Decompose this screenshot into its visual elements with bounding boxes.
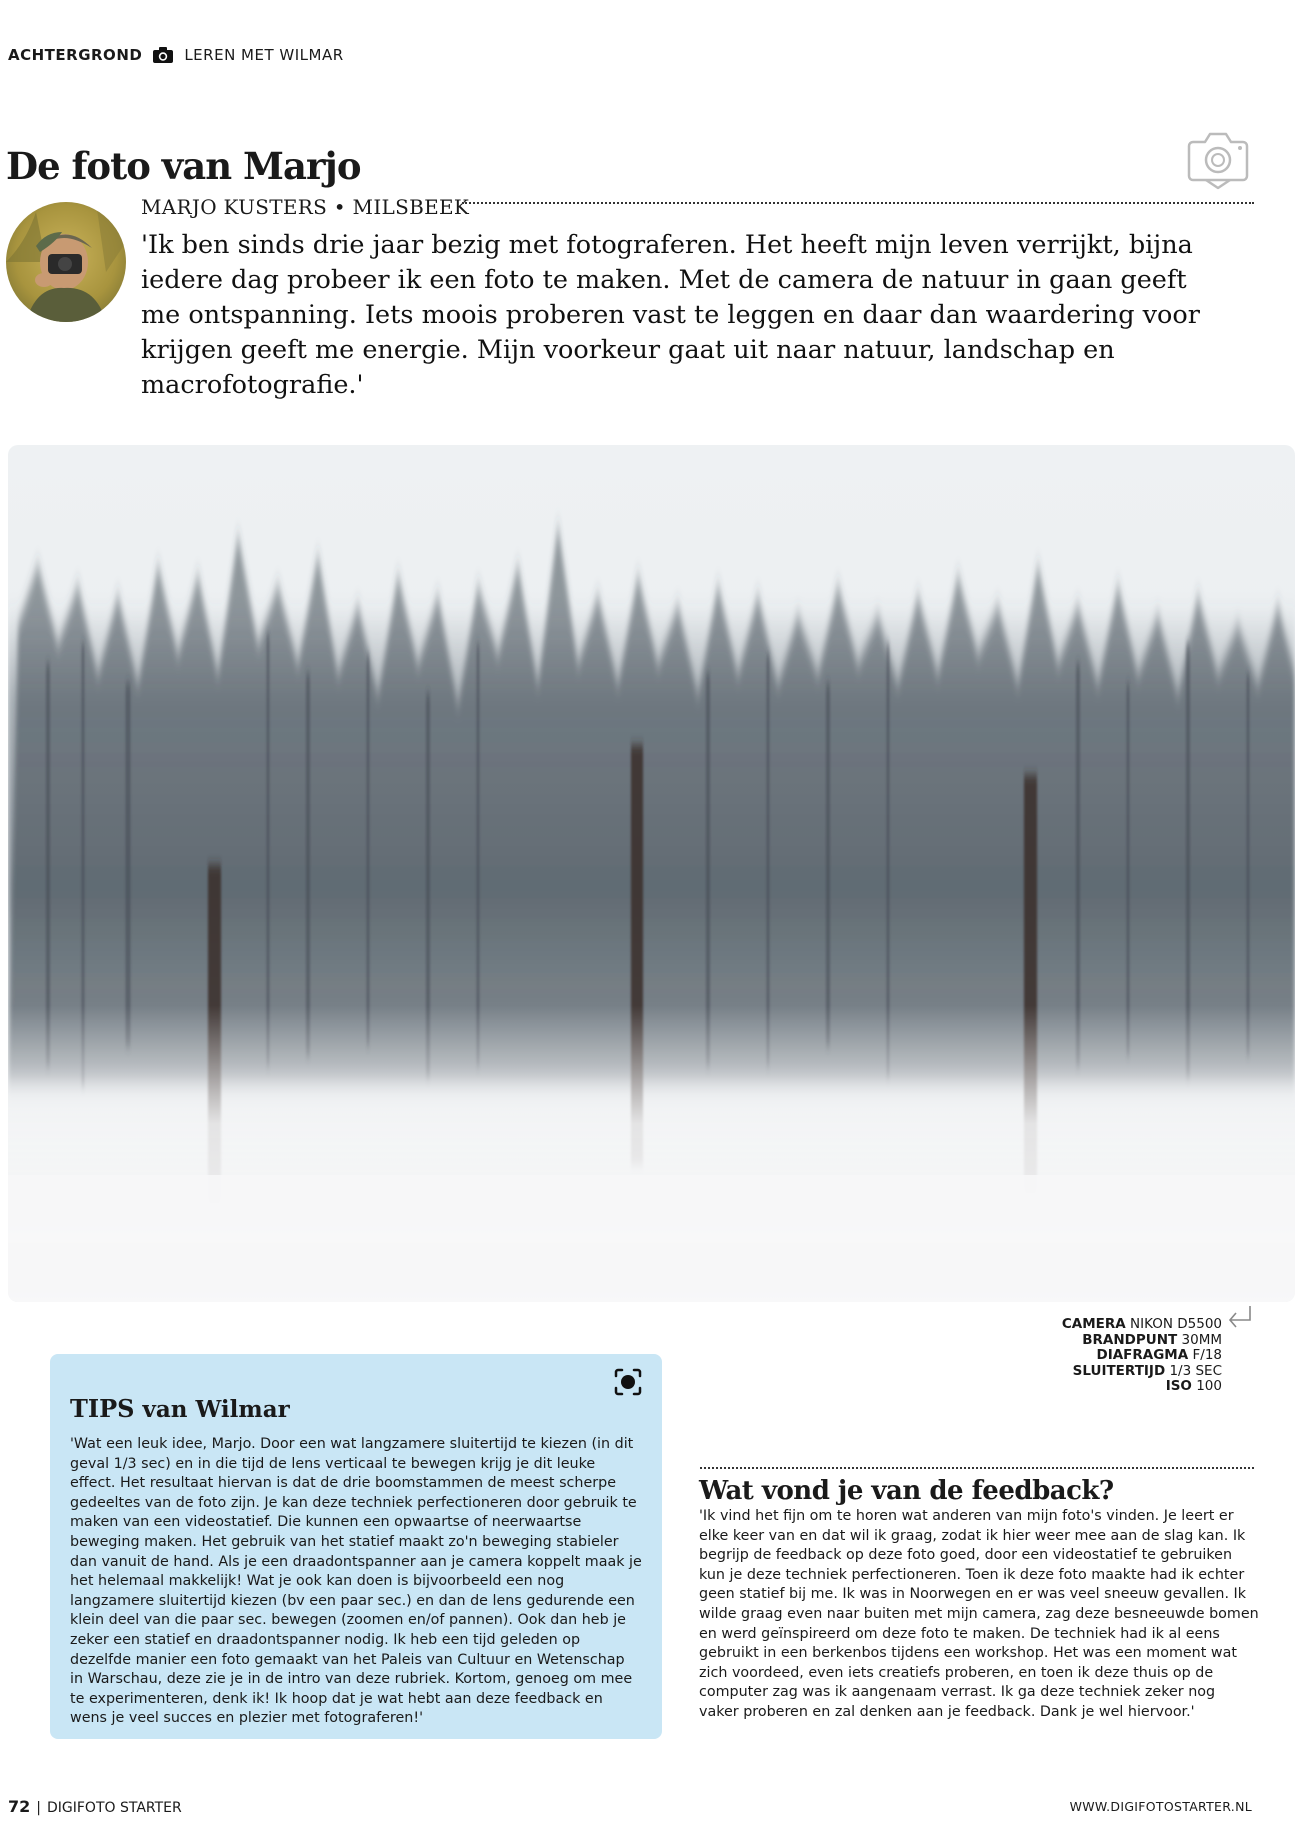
main-photo xyxy=(8,445,1295,1302)
camera-outline-icon xyxy=(1183,128,1253,190)
feedback-body: 'Ik vind het fijn om te horen wat anderen van mijn foto's vinden. Je leert er elke keer van en dat wil ik graag, zodat ik hier weer mee aan de slag kan. Ik begrijp de feedback op deze foto goed, door een videostatief te gebruiken kun je deze techniek perfectioneren. Toen ik deze foto maakte had ik echter geen statief bij me. Ik was in Noorwegen en er was veel sneeuw gevallen. Ik wilde graag even naar buiten met mijn camera, zag deze besneeuwde bomen en werd geïnspireerd om deze foto te maken. De techniek had ik al eens gebruikt in een berkenbos tijdens een workshop. Het was een moment wat zich voordeed, even iets creatiefs proberen, en toen ik deze thuis op de computer zag was ik aangenaam verrast. Ik ga deze techniek zeker nog vaker proberen en zal denken aan je feedback. Dank je wel hiervoor.' xyxy=(699,1508,1259,1720)
spec-row: SLUITERTIJD 1/3 SEC xyxy=(1072,1362,1222,1379)
return-arrow-icon xyxy=(1226,1304,1254,1330)
camera-specs xyxy=(1040,1317,1222,1395)
byline: MARJO KUSTERS • MILSBEEK xyxy=(141,195,470,219)
footer-separator: | xyxy=(36,1800,41,1816)
author-quote: 'Ik ben sinds drie jaar bezig met fotograferen. Het heeft mijn leven verrijkt, bijna iedere dag probeer ik een foto te maken. Met de camera de natuur in gaan geeft me ontspanning. Iets moois proberen vast te leggen en daar dan waardering voor krijgen geeft me energie. Mijn voorkeur gaat uit naar natuur, landschap en macrofotografie.' xyxy=(141,230,1200,400)
footer-url: WWW.DIGIFOTOSTARTER.NL xyxy=(1069,1799,1252,1814)
tips-body: 'Wat een leuk idee, Marjo. Door een wat langzamere sluitertijd te kiezen (in dit geval 1/3 sec) en in die tijd de lens verticaal te bewegen krijg je dit leuke effect. Het resultaat hiervan is dat de drie boomstammen de meest scherpe gedeeltes van de foto zijn. Je kan deze techniek perfectioneren door gebruik te maken van een videostatief. Die kunnen een opwaartse of neerwaartse beweging maken. Het gebruik van het statief maakt zo'n beweging stabieler dan vanuit de hand. Als je een draadontspanner aan je camera koppelt maak je het helemaal makkelijk! Wat je ook kan doen is bijvoorbeeld een nog langzamere sluitertijd kiezen (bv een paar sec.) en dan de lens gedurende een klein deel van die paar sec. bewegen (zoomen en/of pannen). Ook dan heb je zeker een statief en draadontspanner nodig. Ik heb een tijd geleden op dezelfde manier een foto gemaakt van het Paleis van Cultuur en Wetenschap in Warschau, deze zie je in de intro van deze rubriek. Kortom, genoeg om mee te experimenteren, denk ik! Ik hoop dat je wat hebt aan deze feedback en wens je veel succes en plezier met fotograferen!' xyxy=(70,1436,642,1727)
spec-row: BRANDPUNT 30MM xyxy=(1082,1331,1222,1348)
magazine-name: DIGIFOTO STARTER xyxy=(46,1800,182,1816)
camera-icon xyxy=(152,46,174,64)
spec-row: CAMERA NIKON D5500 xyxy=(1061,1316,1222,1332)
page-title: De foto van Marjo xyxy=(6,144,361,188)
feedback-title: Wat vond je van de feedback? xyxy=(699,1476,1114,1506)
focus-camera-icon xyxy=(613,1367,643,1397)
dotted-divider xyxy=(700,1467,1254,1469)
spec-row: ISO 100 xyxy=(1165,1378,1222,1394)
tips-title: TIPS van Wilmar xyxy=(70,1394,290,1423)
section-name: ACHTERGROND xyxy=(8,46,143,64)
dotted-divider xyxy=(462,202,1254,204)
tips-box xyxy=(50,1354,662,1739)
author-avatar xyxy=(6,202,126,322)
section-label xyxy=(8,46,344,64)
spec-row: DIAFRAGMA F/18 xyxy=(1096,1347,1222,1363)
subsection-name: LEREN MET WILMAR xyxy=(184,46,344,64)
footer-page-info xyxy=(8,1797,182,1816)
page-number: 72 xyxy=(8,1797,31,1816)
